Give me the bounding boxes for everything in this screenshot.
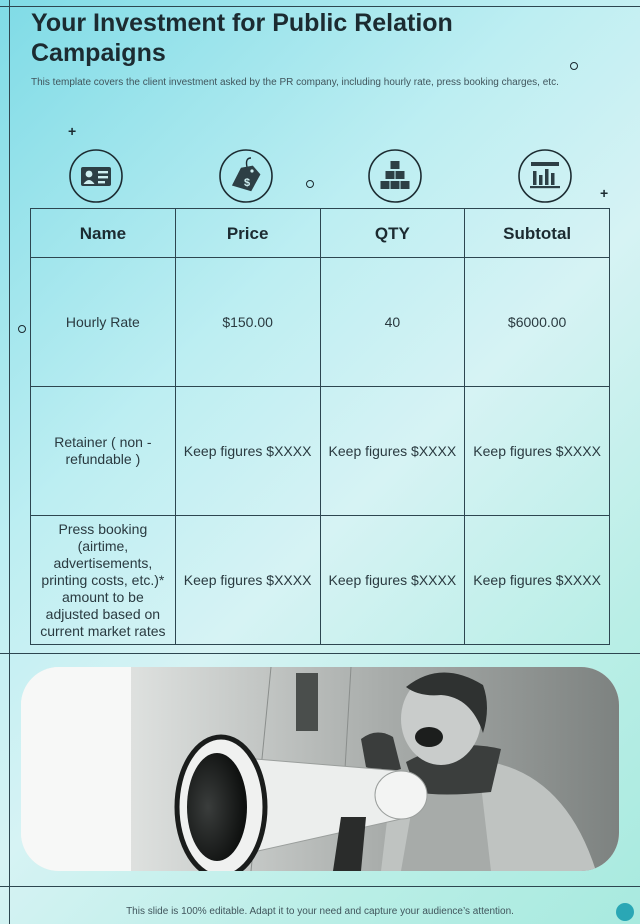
cell-name: Hourly Rate (31, 258, 176, 387)
circle-mark (18, 325, 26, 333)
table-header-row (31, 209, 610, 258)
cell-subtotal: $6000.00 (465, 258, 610, 387)
frame-bottom-line (0, 886, 640, 887)
table-row (31, 516, 610, 645)
plus-mark: + (68, 123, 77, 139)
circle-mark (306, 180, 314, 188)
cell-name: Press booking (airtime, advertisements, printing costs, etc.)* amount to be adjusted based on current market rates (31, 516, 176, 645)
id-card-icon (69, 149, 123, 203)
footer-note: This slide is 100% editable. Adapt it to your need and capture your audience’s attention. (126, 906, 514, 917)
circle-mark (570, 62, 578, 70)
table-row (31, 258, 610, 387)
cell-price: $150.00 (175, 258, 320, 387)
cell-name: Retainer ( non - refundable ) (31, 387, 176, 516)
bar-chart-icon (518, 149, 572, 203)
table-row (31, 387, 610, 516)
header-subtotal: Subtotal (465, 209, 610, 258)
cell-subtotal: Keep figures $XXXX (465, 516, 610, 645)
header-qty: QTY (320, 209, 465, 258)
accent-dot (616, 903, 634, 921)
investment-table (30, 208, 610, 645)
frame-left-line (9, 0, 10, 924)
header-price: Price (175, 209, 320, 258)
cell-subtotal: Keep figures $XXXX (465, 387, 610, 516)
page-title: Your Investment for Public Relation Campaigns (31, 9, 453, 67)
plus-mark: + (600, 185, 609, 201)
cell-qty: 40 (320, 258, 465, 387)
cell-price: Keep figures $XXXX (175, 516, 320, 645)
cell-price: Keep figures $XXXX (175, 387, 320, 516)
svg-text:$: $ (244, 177, 251, 189)
header-name: Name (31, 209, 176, 258)
price-tag-icon (219, 149, 273, 203)
frame-top-line (0, 6, 640, 7)
cell-qty: Keep figures $XXXX (320, 387, 465, 516)
cell-qty: Keep figures $XXXX (320, 516, 465, 645)
page-subtitle: This template covers the client investment asked by the PR company, including hourly rate, press booking charges, etc. (31, 77, 559, 88)
boxes-icon (368, 149, 422, 203)
frame-mid-line (0, 653, 640, 654)
megaphone-photo (21, 667, 619, 871)
